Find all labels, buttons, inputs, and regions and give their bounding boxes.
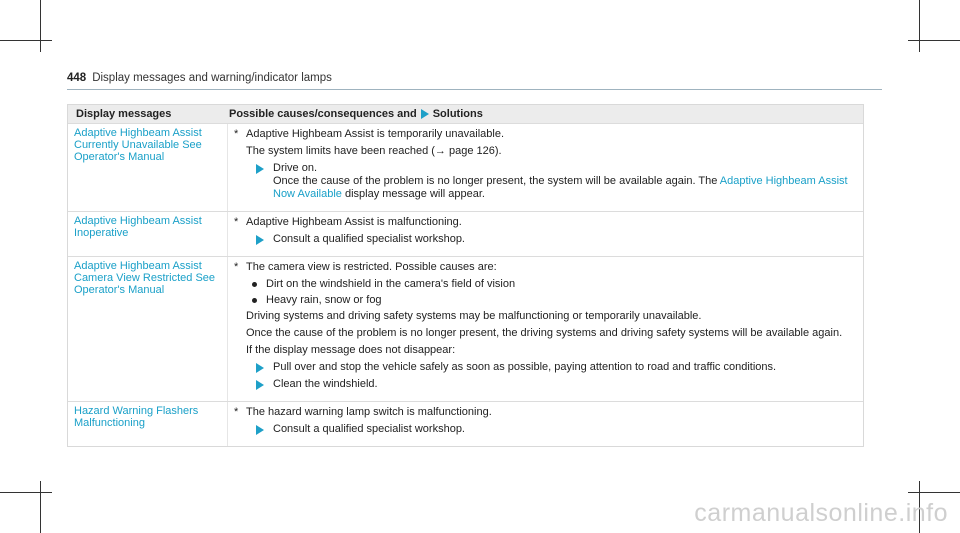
table-row — [68, 401, 863, 446]
col-header-causes: Possible causes/consequences and Solutions — [229, 108, 483, 120]
solution-arrow-icon — [421, 109, 429, 119]
crop-mark — [919, 0, 920, 52]
table-row — [68, 256, 863, 401]
table-row — [68, 211, 863, 256]
step-arrow-icon — [256, 380, 264, 390]
bullet-icon — [252, 282, 257, 287]
display-message: Adaptive Highbeam Assist Currently Unavailable See Operator's Manual — [74, 127, 202, 163]
step-arrow-icon — [256, 425, 264, 435]
page-title: Display messages and warning/indicator lamps — [92, 72, 332, 84]
col-header-messages: Display messages — [76, 108, 172, 120]
table-row — [68, 123, 863, 211]
message-link: Adaptive Highbeam Assist Now Available — [273, 175, 848, 200]
table-header — [68, 105, 863, 123]
crop-mark — [0, 492, 52, 493]
page-header — [67, 72, 882, 90]
messages-table — [67, 104, 864, 447]
step-arrow-icon — [256, 164, 264, 174]
causes-solutions: * The hazard warning lamp switch is malfunctioning. Consult a qualified specialist workshop. — [227, 402, 863, 446]
step-arrow-icon — [256, 235, 264, 245]
display-message: Hazard Warning Flashers Malfunctioning — [74, 405, 199, 429]
causes-solutions: * Adaptive Highbeam Assist is temporarily unavailable. The system limits have been reached (→ page 126). Drive on. Once the cause of the problem is no longer present, the system will be available again. The Adaptive Highbeam Assist Now Available display message will appear. — [227, 124, 863, 211]
bullet-icon — [252, 298, 257, 303]
page-number: 448 — [67, 72, 87, 84]
step-arrow-icon — [256, 363, 264, 373]
causes-solutions: * Adaptive Highbeam Assist is malfunctioning. Consult a qualified specialist workshop. — [227, 212, 863, 256]
crop-mark — [40, 481, 41, 533]
causes-solutions: * The camera view is restricted. Possible causes are: Dirt on the windshield in the camera's field of vision Heavy rain, snow or fog Driving systems and driving safety systems may be malfunctioning or temporarily unavailable. Once the cause of the problem is no longer present, the driving systems and driving safety systems will be available again. If the display message does not disappear: Pull over and stop the vehicle safely as soon as possible, paying attention to road and traffic conditions. Clean the windshield. — [227, 257, 863, 401]
crop-mark — [908, 40, 960, 41]
watermark: carmanualsonline.info — [694, 499, 948, 527]
crop-mark — [40, 0, 41, 52]
crop-mark — [908, 492, 960, 493]
display-message: Adaptive Highbeam Assist Inoperative — [74, 215, 202, 239]
crop-mark — [0, 40, 52, 41]
display-message: Adaptive Highbeam Assist Camera View Restricted See Operator's Manual — [74, 260, 216, 296]
